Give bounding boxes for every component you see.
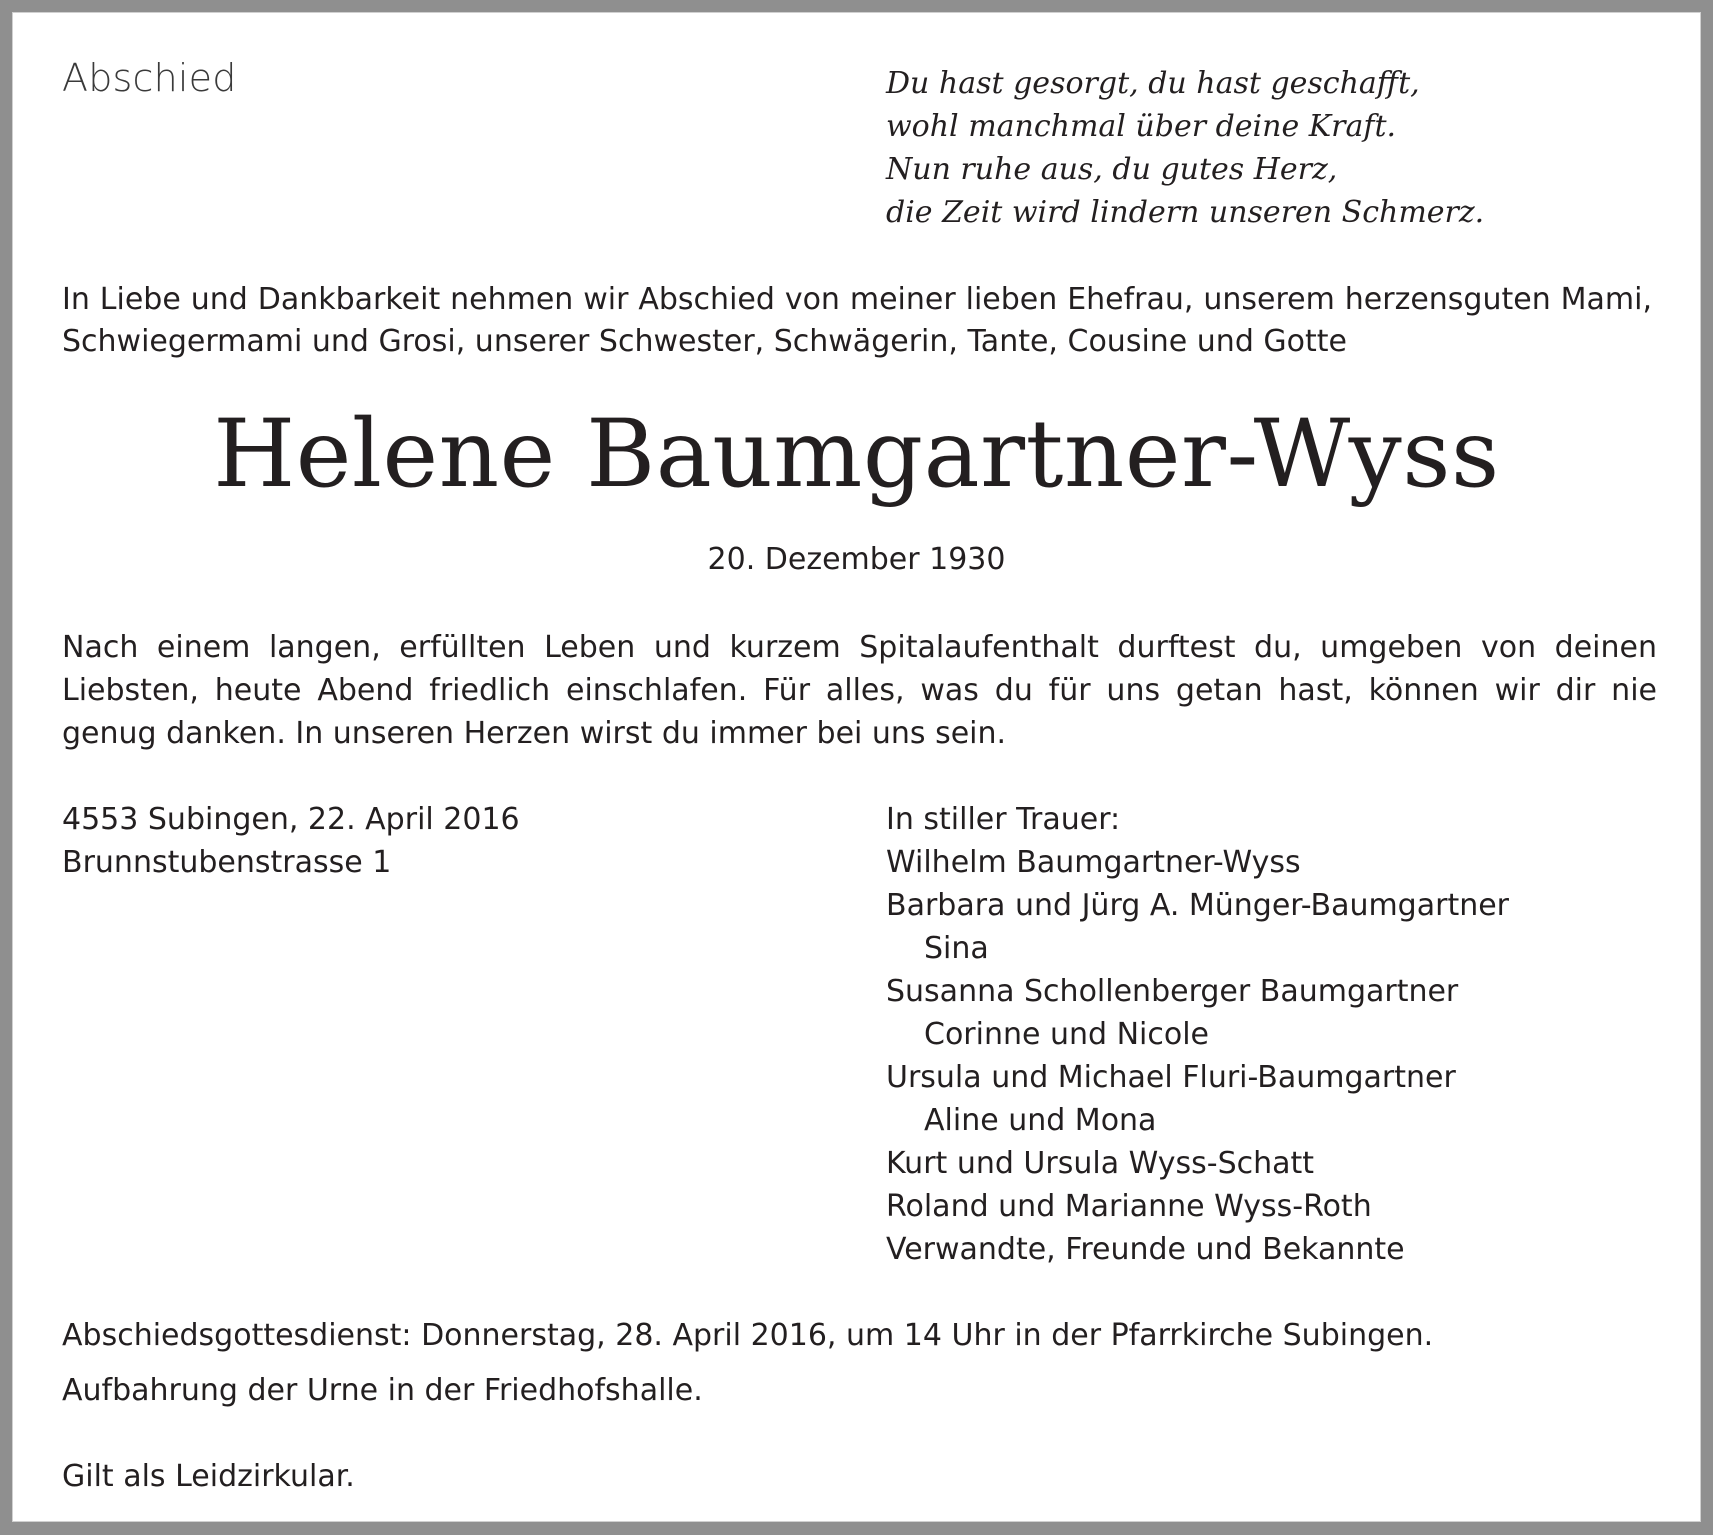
circular-note: Gilt als Leidzirkular. — [62, 1459, 355, 1494]
mourner-entry: Wilhelm Baumgartner-Wyss — [886, 845, 1301, 880]
mourner-entry: Roland und Marianne Wyss-Roth — [886, 1189, 1372, 1224]
mourner-entry: Corinne und Nicole — [924, 1017, 1210, 1052]
section-label: Abschied — [62, 56, 237, 100]
urn-info: Aufbahrung der Urne in der Friedhofshalle. — [62, 1373, 703, 1408]
poem-line: wohl manchmal über deine Kraft. — [886, 109, 1397, 144]
mourner-entry: Kurt und Ursula Wyss-Schatt — [886, 1146, 1315, 1181]
mourner-entry: Susanna Schollenberger Baumgartner — [886, 974, 1459, 1009]
obituary-sheet — [12, 12, 1701, 1522]
mourner-entry: Barbara und Jürg A. Münger-Baumgartner — [886, 888, 1510, 923]
poem-line: Nun ruhe aus, du gutes Herz, — [886, 152, 1338, 187]
mourners-heading: In stiller Trauer: — [886, 802, 1121, 837]
location-date: 4553 Subingen, 22. April 2016 — [62, 802, 520, 837]
poem-line: die Zeit wird lindern unseren Schmerz. — [886, 195, 1485, 230]
mourner-entry: Aline und Mona — [924, 1103, 1157, 1138]
mourner-entry: Sina — [924, 931, 989, 966]
mourner-entry: Ursula und Michael Fluri-Baumgartner — [886, 1060, 1456, 1095]
mourners-list — [886, 798, 1666, 1271]
birth-date: 20. Dezember 1930 — [707, 542, 1006, 577]
mourner-entries — [886, 841, 1666, 1271]
service-info: Abschiedsgottesdienst: Donnerstag, 28. April 2016, um 14 Uhr in der Pfarrkirche Subingen. — [62, 1318, 1434, 1353]
place-block — [62, 798, 520, 884]
intro-paragraph: In Liebe und Dankbarkeit nehmen wir Abschied von meiner lieben Ehefrau, unserem herzensguten Mami, Schwiegermami und Grosi, unserer Schwester, Schwägerin, Tante, Cousine und Gotte — [62, 282, 1652, 359]
address: Brunnstubenstrasse 1 — [62, 845, 392, 880]
poem — [886, 62, 1646, 234]
deceased-name: Helene Baumgartner-Wyss — [213, 400, 1500, 509]
mourner-entry: Verwandte, Freunde und Bekannte — [886, 1232, 1405, 1267]
message-paragraph: Nach einem langen, erfüllten Leben und kurzem Spitalaufenthalt durftest du, umgeben von deinen Liebsten, heute Abend friedlich einschlafen. Für alles, was du für uns getan hast, können wir dir nie genug danken. In unseren Herzen wirst du immer bei uns sein. — [62, 630, 1657, 751]
poem-line: Du hast gesorgt, du hast geschafft, — [886, 66, 1420, 101]
